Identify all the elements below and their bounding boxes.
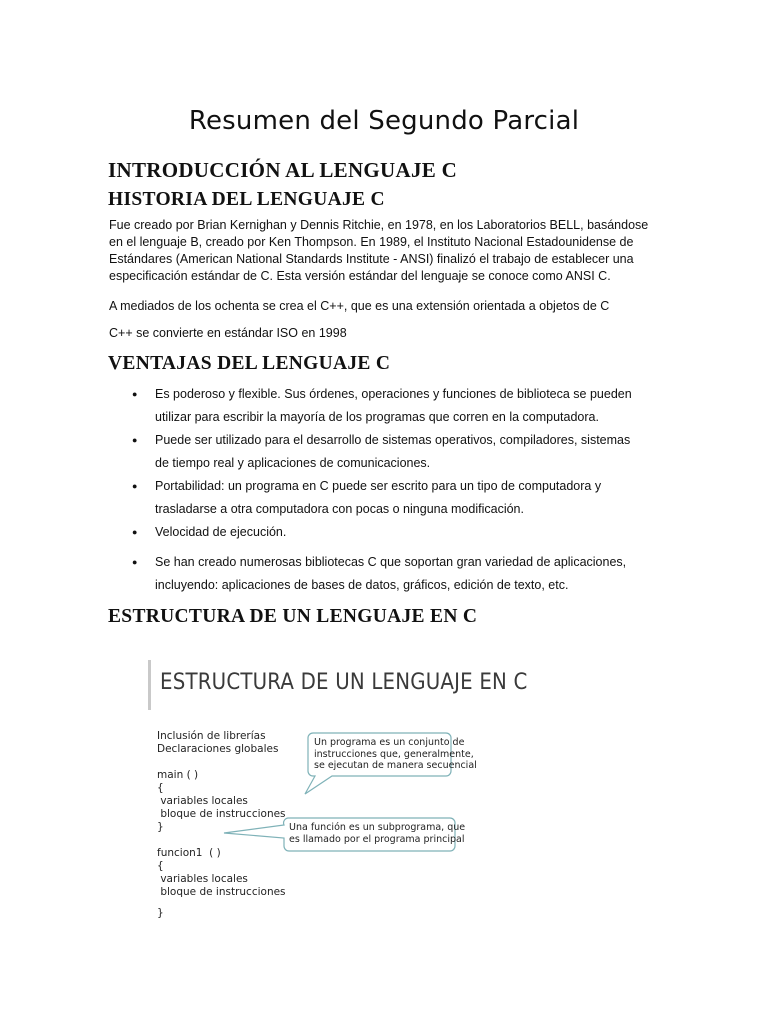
- document-title: Resumen del Segundo Parcial: [188, 106, 580, 136]
- bullet-icon: ●: [132, 527, 138, 537]
- historia-heading: HISTORIA DEL LENGUAJE C: [108, 189, 385, 210]
- code-line: funcion1 ( ): [157, 847, 221, 859]
- code-line: [157, 834, 286, 847]
- code-line: variables locales: [157, 795, 248, 807]
- code-line: bloque de instrucciones: [157, 808, 286, 820]
- list-item: [132, 383, 652, 429]
- list-item-line: Portabilidad: un programa en C puede ser escrito para un tipo de computadora y: [155, 479, 602, 493]
- bullet-icon: ●: [132, 435, 138, 445]
- code-line: }: [157, 821, 164, 833]
- list-item-line: Puede ser utilizado para el desarrollo de sistemas operativos, compiladores, sistemas: [155, 433, 631, 447]
- bullet-icon: ●: [132, 557, 138, 567]
- list-item: [132, 475, 652, 521]
- list-item-line: Es poderoso y flexible. Sus órdenes, operaciones y funciones de biblioteca se pueden: [155, 387, 632, 401]
- code-line: }: [157, 907, 164, 919]
- intro-heading: INTRODUCCIÓN AL LENGUAJE C: [108, 158, 458, 182]
- historia-line: Fue creado por Brian Kernighan y Dennis Ritchie, en 1978, en los Laboratorios BELL, basándose: [109, 218, 649, 232]
- figure-title: ESTRUCTURA DE UN LENGUAJE EN C: [160, 670, 528, 695]
- bullet-icon: ●: [132, 389, 138, 399]
- historia-paragraph: [109, 217, 649, 285]
- code-line: Declaraciones globales: [157, 743, 279, 755]
- list-item: [132, 521, 652, 544]
- estructura-heading: ESTRUCTURA DE UN LENGUAJE EN C: [108, 606, 478, 627]
- ventajas-heading: VENTAJAS DEL LENGUAJE C: [108, 353, 391, 374]
- list-item-line: Se han creado numerosas bibliotecas C que soportan gran variedad de aplicaciones,: [155, 555, 627, 569]
- callout-text-2: [289, 822, 465, 845]
- code-line: [157, 899, 286, 907]
- list-item: [132, 429, 652, 475]
- list-item-line: de tiempo real y aplicaciones de comunicaciones.: [155, 456, 431, 470]
- historia-line: especificación estándar de C. Esta versión estándar del lenguaje se conoce como ANSI C.: [109, 269, 611, 283]
- bullet-icon: ●: [132, 481, 138, 491]
- list-item-line: Velocidad de ejecución.: [155, 525, 287, 539]
- code-line: {: [157, 860, 164, 872]
- list-item: [132, 551, 652, 597]
- structure-figure: [148, 660, 528, 919]
- callout-line: Una función es un subprograma, que: [289, 822, 466, 833]
- code-line: main ( ): [157, 769, 199, 781]
- list-item-line: utilizar para escribir la mayoría de los programas que corren en la computadora.: [155, 410, 599, 424]
- historia-line: en el lenguaje B, creado por Ken Thompson. En 1989, el Instituto Nacional Estadounidense de: [109, 235, 634, 249]
- code-line: [157, 756, 286, 769]
- code-line: bloque de instrucciones: [157, 886, 286, 898]
- callout-line: Un programa es un conjunto de: [314, 737, 465, 748]
- code-line: {: [157, 782, 164, 794]
- code-line: Inclusión de librerías: [157, 730, 266, 742]
- callout-text-1: [314, 737, 477, 772]
- iso-paragraph: C++ se convierte en estándar ISO en 1998: [109, 326, 347, 340]
- code-line: variables locales: [157, 873, 248, 885]
- callout-line: se ejecutan de manera secuencial: [314, 760, 477, 771]
- list-item-line: trasladarse a otra computadora con pocas o ninguna modificación.: [155, 502, 524, 516]
- cpp-paragraph: A mediados de los ochenta se crea el C++, que es una extensión orientada a objetos de C: [109, 299, 610, 313]
- code-block: [157, 730, 286, 920]
- historia-line: Estándares (American National Standards Institute - ANSI) finalizó el trabajo de establecer una: [109, 252, 634, 266]
- list-item-line: incluyendo: aplicaciones de bases de datos, gráficos, edición de texto, etc.: [155, 578, 569, 592]
- callout-line: es llamado por el programa principal: [289, 833, 465, 845]
- callout-line: instrucciones que, generalmente,: [314, 748, 474, 760]
